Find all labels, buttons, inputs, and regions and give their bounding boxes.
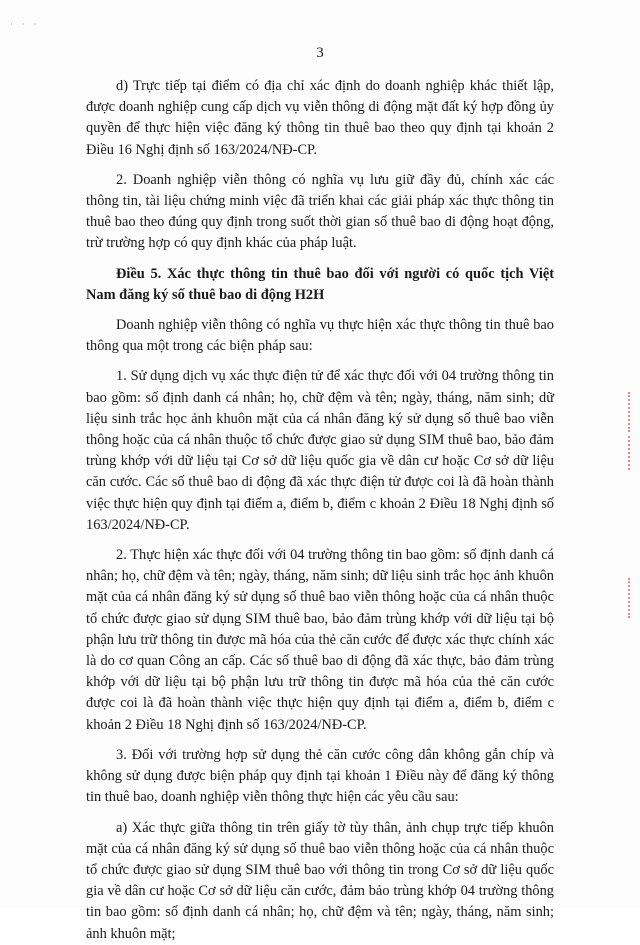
seal-edge-mark [628,578,640,618]
seal-edge-mark [628,436,640,470]
paragraph-5-2: 2. Thực hiện xác thực đối với 04 trường thông tin bao gồm: số định danh cá nhân; họ, chữ đệm và tên; ngày, tháng, năm sinh; dữ liệu sinh trắc học ảnh khuôn mặt của cá nhân đăng ký sử dụng số thuê bao viễn thông hoặc của cá nhân thuộc tổ chức được giao sử dụng SIM thuê bao, bảo đảm trùng khớp với dữ liệu tại bộ phận lưu trữ thông tin được mã hóa của thẻ căn cước để được xác thực chính xác là do cơ quan Công an cấp. Các số thuê bao di động đã xác thực, bảo đảm trùng khớp với dữ liệu tại bộ phận lưu trữ thông tin được mã hóa của thẻ căn cước được coi là đã hoàn thành việc thực hiện quy định tại điểm a, điểm b, điểm c khoản 2 Điều 18 Nghị định số 163/2024/NĐ-CP. [86,547,554,733]
seal-edge-mark [628,392,640,432]
paragraph-5-1: 1. Sử dụng dịch vụ xác thực điện tử để xác thực đối với 04 trường thông tin bao gồm: số định danh cá nhân; họ, chữ đệm và tên; ngày, tháng, năm sinh; dữ liệu sinh trắc học ảnh khuôn mặt của cá nhân đăng ký sử dụng số thuê bao viễn thông hoặc của cá nhân thuộc tổ chức được giao sử dụng SIM thuê bao, bảo đảm trùng khớp với dữ liệu tại Cơ sở dữ liệu quốc gia về dân cư hoặc Cơ sở dữ liệu căn cước. Các số thuê bao di động đã xác thực điện tử được coi là đã hoàn thành việc thực hiện quy định tại điểm a, điểm b, điểm c khoản 2 Điều 18 Nghị định số 163/2024/NĐ-CP. [86,368,554,533]
paragraph-4-2: 2. Doanh nghiệp viễn thông có nghĩa vụ lưu giữ đầy đủ, chính xác các thông tin, tài liệu chứng minh việc đã triển khai các giải pháp xác thực thông tin thuê bao theo đúng quy định trong suốt thời gian số thuê bao di động hoạt động, trừ trường hợp có quy định khác của pháp luật. [86,171,554,252]
paragraph-5-3a: a) Xác thực giữa thông tin trên giấy tờ tùy thân, ảnh chụp trực tiếp khuôn mặt của cá nhân đăng ký sử dụng số thuê bao viễn thông hoặc của cá nhân thuộc tổ chức được giao sử dụng SIM thuê bao với thông tin trong Cơ sở dữ liệu quốc gia về dân cư hoặc Cơ sở dữ liệu căn cước, đảm bảo trùng khớp 04 trường thông tin bao gồm: số định danh cá nhân; họ, chữ đệm và tên; ngày, tháng, năm sinh; ảnh khuôn mặt; [86,819,554,942]
document-body [86,76,554,945]
page-number: 3 [316,45,324,61]
paragraph-4-1d: d) Trực tiếp tại điểm có địa chỉ xác định do doanh nghiệp khác thiết lập, được doanh nghiệp cung cấp dịch vụ viễn thông di động mặt đất ký hợp đồng ủy quyền để thực hiện việc đăng ký thông tin thuê bao theo quy định tại khoản 2 Điều 16 Nghị định số 163/2024/NĐ-CP. [86,78,554,158]
paragraph-5-3: 3. Đối với trường hợp sử dụng thẻ căn cước công dân không gắn chíp và không sử dụng được biện pháp quy định tại khoản 1 Điều này để đăng ký thông tin thuê bao, doanh nghiệp viễn thông thực hiện các yêu cầu sau: [86,746,554,806]
article-5-heading: Điều 5. Xác thực thông tin thuê bao đối với người có quốc tịch Việt Nam đăng ký số thuê bao di động H2H [86,265,554,303]
paragraph-5-intro: Doanh nghiệp viễn thông có nghĩa vụ thực hiện xác thực thông tin thuê bao thông qua một trong các biện pháp sau: [86,317,554,355]
scan-artifact: · · · [10,20,40,30]
